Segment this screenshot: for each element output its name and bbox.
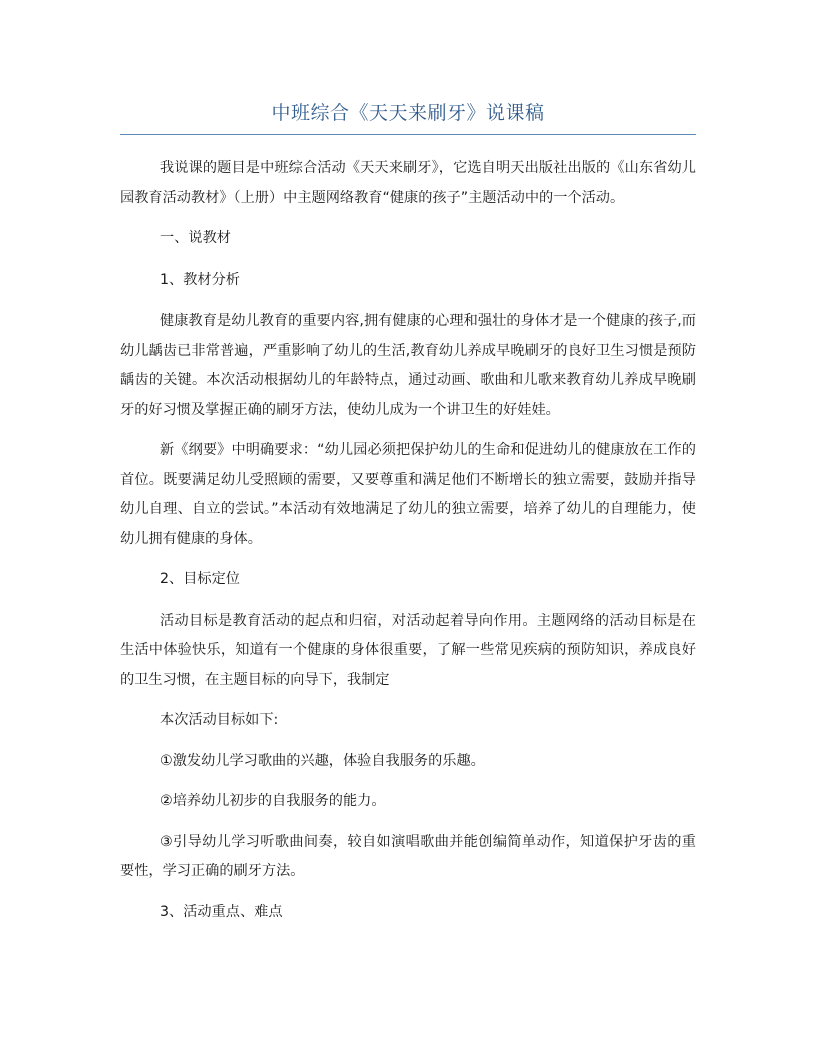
goal-item-1: ①激发幼儿学习歌曲的兴趣，体验自我服务的乐趣。 — [160, 752, 485, 769]
title-divider — [120, 134, 696, 135]
goal-item-3: ③引导幼儿学习听歌曲间奏，较自如演唱歌曲并能创编简单动作，知道保护牙齿的重要性，学习正确的刷牙方法。 — [120, 833, 696, 879]
paragraph-goals-list-lead: 本次活动目标如下: — [160, 712, 279, 728]
document-title: 中班综合《天天来刷牙》说课稿 — [271, 102, 545, 124]
subsection-heading-material-analysis: 1、教材分析 — [160, 271, 240, 288]
goal-item-2: ②培养幼儿初步的自我服务的能力。 — [160, 793, 386, 809]
subsection-heading-key-difficult-points: 3、活动重点、难点 — [160, 903, 283, 920]
paragraph-guideline-requirement: 新《纲要》中明确要求：“幼儿园必须把保护幼儿的生命和促进幼儿的健康放在工作的首位。既要满足幼儿受照顾的需要，又要尊重和满足他们不断增长的独立需要，鼓励并指导幼儿自理、自立的尝试。”本活动有效地满足了幼儿的独立需要，培养了幼儿的自理能力，使幼儿拥有健康的身体。 — [120, 442, 696, 547]
paragraph-activity-goals-intro: 活动目标是教育活动的起点和归宿，对活动起着导向作用。主题网络的活动目标是在生活中体验快乐，知道有一个健康的身体很重要，了解一些常见疾病的预防知识，养成良好的卫生习惯，在主题目标的向导下，我制定 — [120, 612, 696, 688]
subsection-heading-goal-positioning: 2、目标定位 — [160, 571, 240, 587]
document-body — [120, 154, 696, 939]
section-heading-teaching-material: 一、说教材 — [160, 230, 231, 246]
intro-paragraph: 我说课的题目是中班综合活动《天天来刷牙》，它选自明天出版社出版的《山东省幼儿园教育活动教材》（上册）中主题网络教育“健康的孩子”主题活动中的一个活动。 — [120, 160, 696, 206]
paragraph-health-education: 健康教育是幼儿教育的重要内容,拥有健康的心理和强壮的身体才是一个健康的孩子,而幼儿龋齿已非常普遍，严重影响了幼儿的生活,教育幼儿养成早晚刷牙的良好卫生习惯是预防龋齿的关键。本次活动根据幼儿的年龄特点，通过动画、歌曲和儿歌来教育幼儿养成早晚刷牙的好习惯及掌握正确的刷牙方法，使幼儿成为一个讲卫生的好娃娃。 — [120, 313, 696, 418]
